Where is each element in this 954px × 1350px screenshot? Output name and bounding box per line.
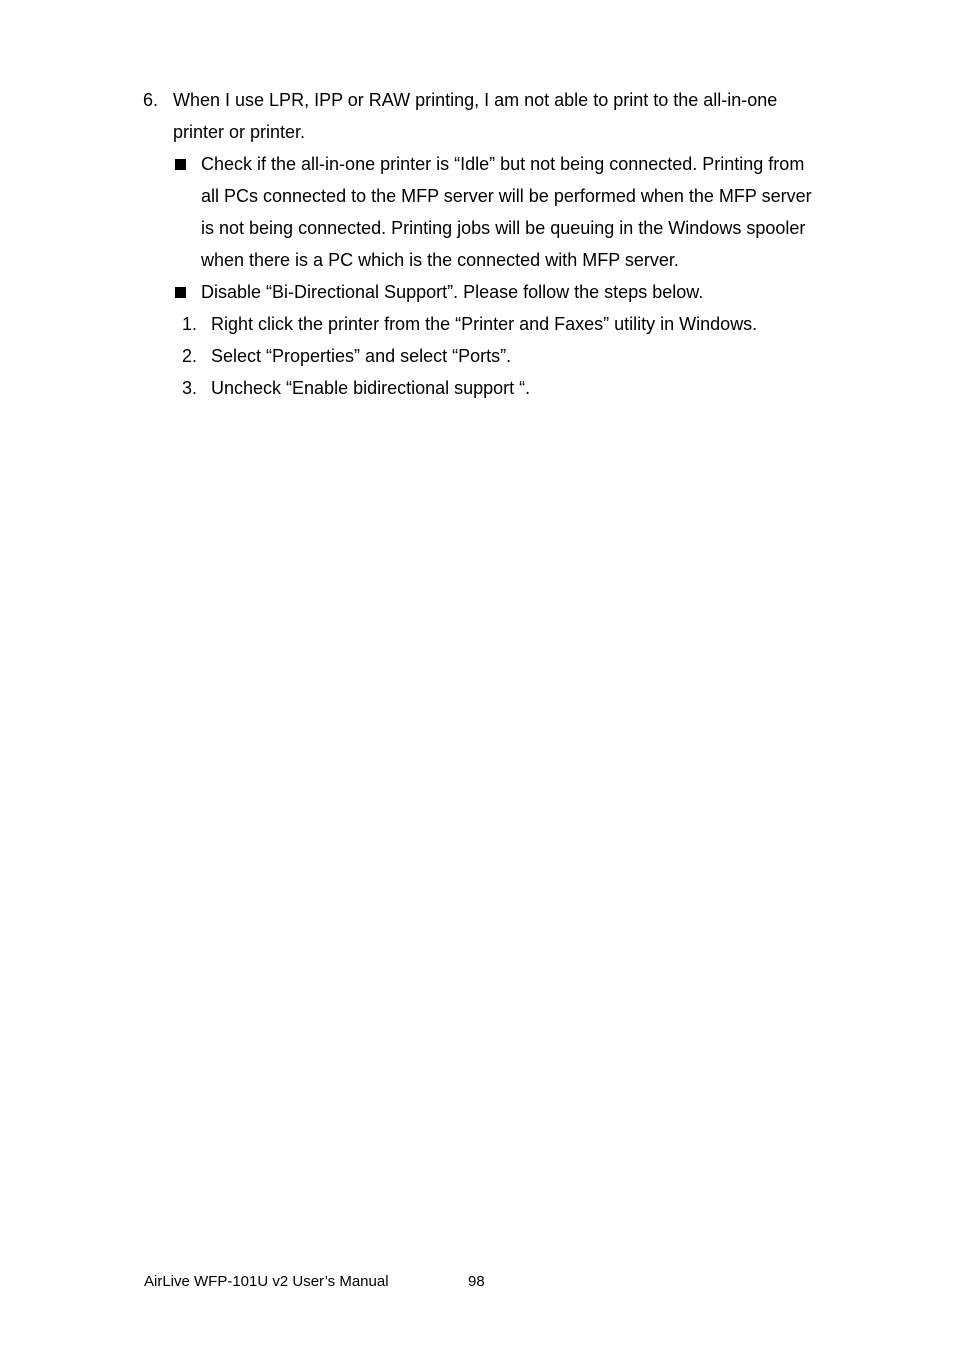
step-item — [182, 372, 823, 404]
step-text: Select “Properties” and select “Ports”. — [211, 346, 512, 366]
square-bullet-icon — [174, 276, 201, 308]
bullet-item — [174, 276, 823, 308]
square-bullet-icon — [174, 148, 201, 180]
bullet-text: Disable “Bi-Directional Support”. Please follow the steps below. — [201, 282, 704, 302]
step-number: 2. — [182, 346, 198, 366]
step-item — [182, 340, 823, 372]
faq-question — [143, 84, 823, 148]
question-text: When I use LPR, IPP or RAW printing, I am not able to print to the all-in-one printer or printer. — [173, 90, 778, 142]
page-number: 98 — [468, 1273, 485, 1290]
question-number: 6. — [143, 90, 159, 110]
step-text: Right click the printer from the “Printer and Faxes” utility in Windows. — [211, 314, 758, 334]
step-text: Uncheck “Enable bidirectional support “. — [211, 378, 531, 398]
bullet-text: Check if the all-in-one printer is “Idle” but not being connected. Printing from all PCs connected to the MFP server will be performed when the MFP server is not being connected. Printing jobs will be queuing in the Windows spooler when there is a PC which is the connected with MFP server. — [201, 154, 812, 270]
step-item — [182, 308, 823, 340]
step-number: 1. — [182, 314, 198, 334]
step-number: 3. — [182, 378, 198, 398]
bullet-item — [174, 148, 823, 276]
page-content — [143, 84, 823, 404]
page-footer — [144, 1272, 485, 1292]
footer-manual-title: AirLive WFP-101U v2 User’s Manual — [144, 1273, 389, 1290]
